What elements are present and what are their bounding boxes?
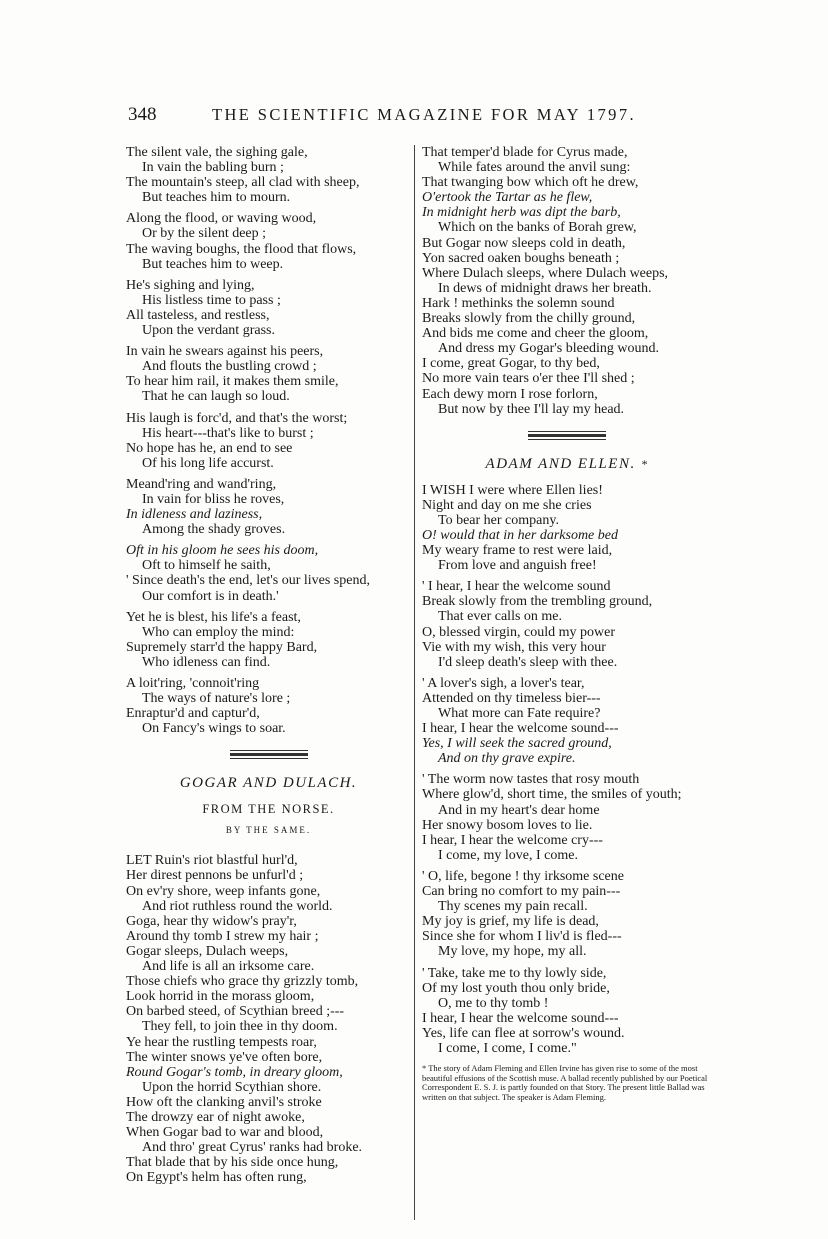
verse-line: Which on the banks of Borah grew,	[438, 220, 637, 236]
verse-line: ' Take, take me to thy lowly side,	[422, 965, 607, 981]
verse-line: Among the shady groves.	[142, 522, 286, 538]
poem-title-gogar: GOGAR AND DULACH.	[179, 775, 358, 792]
verse-line: His listless time to pass ;	[142, 292, 281, 308]
verse-line: To bear her company.	[438, 512, 559, 528]
right-column	[422, 145, 712, 1102]
verse-line: I'd sleep death's sleep with thee.	[438, 654, 618, 670]
verse-line: Of my lost youth thou only bride,	[422, 980, 610, 996]
verse-line: Vie with my wish, this very hour	[422, 639, 606, 655]
footnote-marker: *	[640, 456, 649, 471]
verse-line: On ev'ry shore, weep infants gone,	[126, 883, 321, 899]
verse-line: To hear him rail, it makes them smile,	[126, 374, 339, 390]
verse-line: Supremely starr'd the happy Bard,	[126, 639, 318, 655]
verse-line: In vain he swears against his peers,	[126, 344, 324, 360]
section-ornament-rule	[230, 750, 308, 759]
verse-line: Who idleness can find.	[142, 654, 271, 670]
verse-line: In idleness and laziness,	[126, 507, 263, 523]
verse-line: From love and anguish free!	[438, 558, 597, 574]
verse-line: That ever calls on me.	[438, 609, 563, 625]
verse-line: Round Gogar's tomb, in dreary gloom,	[126, 1064, 343, 1080]
verse-line: Yes, life can flee at sorrow's wound.	[422, 1025, 625, 1041]
verse-line: ' I hear, I hear the welcome sound	[422, 579, 611, 595]
verse-line: ' Since death's the end, let's our lives spend,	[126, 573, 370, 589]
verse-line: The winter snows ye've often bore,	[126, 1049, 323, 1065]
verse-line: The ways of nature's lore ;	[142, 691, 291, 707]
page-number: 348	[128, 104, 157, 125]
footnote: * The story of Adam Fleming and Ellen Irvine has given rise to some of the most beautiful effusions of the Scottish muse. A ballad recently published by our Poetical Correspondent E. S. J. is partly founded on that Story. The present little Ballad was written on that subject. The speaker is Adam Fleming.	[422, 1063, 708, 1102]
verse-line: The mountain's steep, all clad with sheep,	[126, 175, 360, 191]
verse-line: They fell, to join thee in thy doom.	[142, 1019, 338, 1035]
verse-line: Look horrid in the morass gloom,	[126, 989, 315, 1005]
verse-line: In dews of midnight draws her breath.	[438, 280, 652, 296]
verse-line: How oft the clanking anvil's stroke	[126, 1094, 322, 1110]
verse-line: On Fancy's wings to soar.	[142, 721, 286, 737]
verse-line: Hark ! methinks the solemn sound	[422, 295, 615, 311]
verse-line: And life is all an irksome care.	[142, 959, 315, 975]
verse-line: And dress my Gogar's bleeding wound.	[438, 341, 660, 357]
adam-poem-body	[422, 483, 712, 1056]
verse-line: I hear, I hear the welcome cry---	[422, 832, 603, 848]
verse-line: That he can laugh so loud.	[142, 389, 290, 405]
verse-line: I come, I come, I come."	[438, 1040, 577, 1056]
verse-line: That blade that by his side once hung,	[126, 1155, 339, 1171]
verse-line: Yes, I will seek the sacred ground,	[422, 736, 612, 752]
verse-line: Oft to himself he saith,	[142, 558, 271, 574]
verse-line: And flouts the bustling crowd ;	[142, 359, 317, 375]
verse-line: He's sighing and lying,	[126, 277, 255, 293]
verse-line: Upon the horrid Scythian shore.	[142, 1079, 322, 1095]
verse-line: I hear, I hear the welcome sound---	[422, 721, 619, 737]
verse-line: And thro' great Cyrus' ranks had broke.	[142, 1140, 363, 1156]
running-title: THE SCIENTIFIC MAGAZINE FOR MAY 1797.	[212, 105, 637, 124]
verse-line: Yon sacred oaken boughs beneath ;	[422, 250, 620, 266]
verse-line: Can bring no comfort to my pain---	[422, 884, 621, 900]
idleness-poem	[126, 145, 411, 736]
verse-line: But now by thee I'll lay my head.	[438, 401, 625, 417]
verse-line: On Egypt's helm has often rung,	[126, 1170, 307, 1186]
stanza	[126, 676, 411, 736]
verse-line: His heart---that's like to burst ;	[142, 425, 314, 441]
verse-line: ' O, life, begone ! thy irksome scene	[422, 868, 624, 884]
verse-line: His laugh is forc'd, and that's the worst;	[126, 410, 348, 426]
left-column	[126, 145, 411, 1185]
verse-line: My weary frame to rest were laid,	[422, 543, 613, 559]
verse-line: Meand'ring and wand'ring,	[126, 476, 277, 492]
verse-line: And in my heart's dear home	[438, 802, 600, 818]
verse-line: But teaches him to weep.	[142, 256, 284, 272]
verse-line: I come, my love, I come.	[438, 847, 578, 863]
stanza	[126, 278, 411, 338]
poem-title-adam	[422, 456, 712, 473]
stanza	[126, 411, 411, 471]
verse-line: LET Ruin's riot blastful hurl'd,	[126, 853, 298, 869]
verse-line: That temper'd blade for Cyrus made,	[422, 145, 628, 160]
verse-line: No hope has he, an end to see	[126, 440, 293, 456]
verse-line: Breaks slowly from the chilly ground,	[422, 311, 636, 327]
verse-line: Around thy tomb I strew my hair ;	[126, 928, 319, 944]
verse-line: My love, my hope, my all.	[438, 944, 587, 960]
verse-line: I come, great Gogar, to thy bed,	[422, 356, 600, 372]
verse-line: Or by the silent deep ;	[142, 226, 267, 242]
verse-line: Where Dulach sleeps, where Dulach weeps,	[422, 265, 669, 281]
poem-byline-gogar: BY THE SAME.	[225, 825, 312, 836]
gogar-poem-continued	[422, 145, 712, 417]
column-divider	[414, 145, 415, 1220]
verse-line: O, blessed virgin, could my power	[422, 624, 615, 640]
verse-line: Gogar sleeps, Dulach weeps,	[126, 943, 289, 959]
verse-line: When Gogar bad to war and blood,	[126, 1125, 324, 1141]
verse-line: A loit'ring, 'connoit'ring	[126, 676, 260, 691]
verse-line: Each dewy morn I rose forlorn,	[422, 386, 598, 402]
stanza	[126, 543, 411, 603]
verse-line: Thy scenes my pain recall.	[438, 899, 588, 915]
verse-line: Our comfort is in death.'	[142, 588, 279, 604]
section-ornament-rule-2	[528, 431, 606, 440]
verse-line: Upon the verdant grass.	[142, 323, 275, 339]
verse-line: But teaches him to mourn.	[142, 190, 291, 206]
verse-line: Break slowly from the trembling ground,	[422, 594, 653, 610]
verse-line: My joy is grief, my life is dead,	[422, 914, 599, 930]
stanza	[126, 211, 411, 271]
verse-line: Attended on thy timeless bier---	[422, 690, 601, 706]
verse-line: O'ertook the Tartar as he flew,	[422, 190, 593, 206]
running-header	[128, 104, 728, 130]
stanza	[422, 579, 712, 670]
stanza	[422, 483, 712, 574]
verse-line: The drowzy ear of night awoke,	[126, 1109, 305, 1125]
stanza	[422, 869, 712, 960]
verse-line: In midnight herb was dipt the barb,	[422, 205, 621, 221]
gogar-poem-body	[126, 853, 411, 1185]
stanza	[422, 676, 712, 767]
verse-line: And bids me come and cheer the gloom,	[422, 326, 649, 342]
verse-line: I hear, I hear the welcome sound---	[422, 1010, 619, 1026]
verse-line: In vain the babling burn ;	[142, 160, 284, 176]
verse-line: Those chiefs who grace thy grizzly tomb,	[126, 974, 359, 990]
verse-line: Since she for whom I liv'd is fled---	[422, 929, 622, 945]
verse-line: I WISH I were where Ellen lies!	[422, 482, 603, 498]
verse-line: What more can Fate require?	[438, 706, 601, 721]
verse-line: The waving boughs, the flood that flows,	[126, 241, 357, 257]
verse-line: Of his long life accurst.	[142, 455, 274, 471]
verse-line: In vain for bliss he roves,	[142, 491, 285, 507]
stanza	[126, 477, 411, 537]
verse-line: No more vain tears o'er thee I'll shed ;	[422, 371, 635, 387]
verse-line: Oft in his gloom he sees his doom,	[126, 543, 319, 559]
verse-line: Night and day on me she cries	[422, 497, 592, 513]
verse-line: That twanging bow which oft he drew,	[422, 175, 639, 191]
stanza	[126, 610, 411, 670]
verse-line: But Gogar now sleeps cold in death,	[422, 235, 626, 251]
verse-line: Ye hear the rustling tempests roar,	[126, 1034, 317, 1050]
verse-line: And on thy grave expire.	[438, 751, 576, 767]
verse-line: And riot ruthless round the world.	[142, 898, 333, 914]
verse-line: Where glow'd, short time, the smiles of youth;	[422, 787, 682, 803]
verse-line: O! would that in her darksome bed	[422, 527, 618, 543]
verse-line: While fates around the anvil sung:	[438, 160, 631, 176]
stanza	[422, 772, 712, 863]
verse-line: O, me to thy tomb !	[438, 995, 549, 1011]
poem-title-adam-text: ADAM AND ELLEN.	[485, 455, 636, 472]
verse-line: ' A lover's sigh, a lover's tear,	[422, 675, 585, 691]
poem-subtitle-gogar: FROM THE NORSE.	[202, 802, 335, 817]
verse-line: On barbed steed, of Scythian breed ;---	[126, 1004, 345, 1020]
verse-line: Her direst pennons be unfurl'd ;	[126, 868, 304, 884]
verse-line: ' The worm now tastes that rosy mouth	[422, 772, 640, 788]
verse-line: Enraptur'd and captur'd,	[126, 706, 260, 722]
stanza	[126, 344, 411, 404]
verse-line: Yet he is blest, his life's a feast,	[126, 609, 301, 625]
verse-line: The silent vale, the sighing gale,	[126, 145, 308, 160]
stanza	[422, 966, 712, 1057]
stanza	[126, 145, 411, 205]
verse-line: Who can employ the mind:	[142, 624, 295, 640]
verse-line: Her snowy bosom loves to lie.	[422, 817, 593, 833]
verse-line: All tasteless, and restless,	[126, 307, 270, 323]
verse-line: Goga, hear thy widow's pray'r,	[126, 913, 297, 929]
verse-line: Along the flood, or waving wood,	[126, 211, 317, 227]
